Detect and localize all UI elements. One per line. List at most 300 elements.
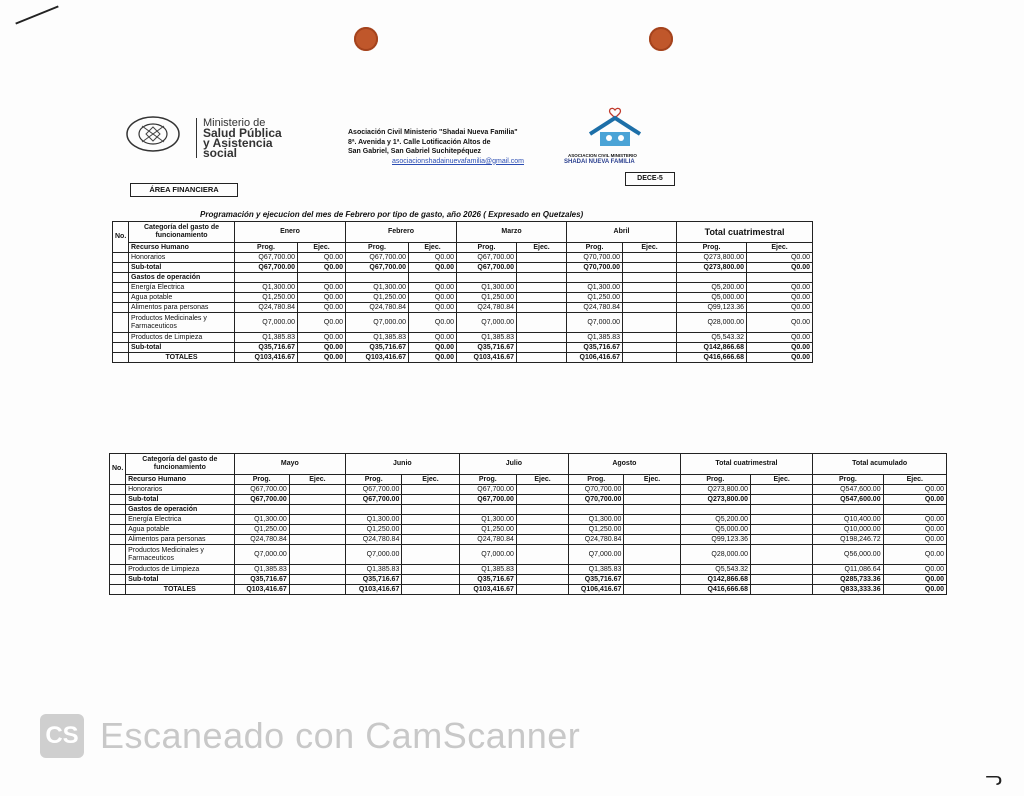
- value-cell: Q0.00: [409, 313, 457, 333]
- row-label: Recurso Humano: [129, 243, 235, 253]
- value-cell: Q10,400.00: [813, 515, 883, 525]
- row-number-cell: [110, 545, 126, 565]
- value-cell: Q67,700.00: [235, 263, 298, 273]
- value-cell: [289, 525, 345, 535]
- value-cell: Q35,716.67: [234, 575, 289, 585]
- value-cell: Q7,000.00: [457, 313, 517, 333]
- table-row: [113, 273, 813, 283]
- value-cell: Q28,000.00: [677, 313, 747, 333]
- value-cell: Q70,700.00: [567, 263, 623, 273]
- value-cell: Q0.00: [298, 303, 346, 313]
- value-cell: Q1,250.00: [235, 293, 298, 303]
- column-header: Prog.: [677, 243, 747, 253]
- value-cell: Q1,385.83: [457, 333, 517, 343]
- table-header-row: [110, 454, 947, 475]
- value-cell: [517, 333, 567, 343]
- value-cell: Q0.00: [747, 333, 813, 343]
- value-cell: Q0.00: [883, 485, 946, 495]
- value-cell: Q67,700.00: [234, 485, 289, 495]
- value-cell: Q273,800.00: [677, 263, 747, 273]
- value-cell: [346, 273, 409, 283]
- value-cell: Q11,086.64: [813, 565, 883, 575]
- value-cell: Q106,416.67: [567, 353, 623, 363]
- value-cell: Q0.00: [409, 343, 457, 353]
- value-cell: Q1,385.83: [346, 565, 402, 575]
- value-cell: [409, 273, 457, 283]
- value-cell: Q0.00: [883, 575, 946, 585]
- ministry-line: Ministerio de: [203, 117, 266, 129]
- column-header: Ejec.: [409, 243, 457, 253]
- value-cell: Q24,780.84: [346, 535, 402, 545]
- table-subheader-row: [110, 475, 947, 485]
- org-line: 8ª. Avenida y 1ª. Calle Lotificación Altos de: [348, 138, 491, 146]
- value-cell: Q24,780.84: [235, 303, 298, 313]
- row-number-cell: [113, 273, 129, 283]
- column-header: Agosto: [569, 454, 681, 475]
- punch-hole-right: [649, 27, 673, 51]
- value-cell: [516, 495, 568, 505]
- row-label: Recurso Humano: [126, 475, 235, 485]
- shadai-logo: [560, 106, 670, 170]
- row-number-cell: [113, 343, 129, 353]
- value-cell: Q103,416.67: [234, 585, 289, 595]
- row-number-cell: [113, 313, 129, 333]
- value-cell: Q1,300.00: [346, 283, 409, 293]
- value-cell: Q0.00: [747, 303, 813, 313]
- org-email-link[interactable]: asociacionshadainuevafamilia@gmail.com: [392, 157, 525, 165]
- table-row: [110, 485, 947, 495]
- expense-table-may-aug: [109, 453, 947, 595]
- value-cell: Q0.00: [883, 495, 946, 505]
- value-cell: Q67,700.00: [457, 253, 517, 263]
- value-cell: Q1,300.00: [457, 283, 517, 293]
- value-cell: [747, 273, 813, 283]
- value-cell: Q56,000.00: [813, 545, 883, 565]
- table-row: [110, 515, 947, 525]
- column-header: Ejec.: [623, 243, 677, 253]
- column-header: Ejec.: [402, 475, 459, 485]
- value-cell: Q67,700.00: [346, 485, 402, 495]
- value-cell: [624, 505, 680, 515]
- value-cell: Q1,250.00: [457, 293, 517, 303]
- value-cell: Q416,666.68: [680, 585, 750, 595]
- value-cell: Q142,866.68: [677, 343, 747, 353]
- row-label: Energía Electrica: [126, 515, 235, 525]
- value-cell: Q0.00: [298, 253, 346, 263]
- row-label: Agua potable: [126, 525, 235, 535]
- punch-hole-left: [354, 27, 378, 51]
- value-cell: Q35,716.67: [235, 343, 298, 353]
- column-header: Prog.: [459, 475, 516, 485]
- value-cell: [402, 515, 459, 525]
- logo-caption: SHADAI NUEVA FAMILIA: [564, 159, 635, 165]
- value-cell: Q1,385.83: [235, 333, 298, 343]
- value-cell: [516, 575, 568, 585]
- value-cell: Q273,800.00: [680, 495, 750, 505]
- table-row: [113, 313, 813, 333]
- value-cell: Q0.00: [298, 283, 346, 293]
- value-cell: Q70,700.00: [569, 495, 624, 505]
- column-header: Prog.: [569, 475, 624, 485]
- value-cell: [298, 273, 346, 283]
- row-label: Honorarios: [129, 253, 235, 263]
- value-cell: [402, 575, 459, 585]
- row-label: Sub-total: [126, 495, 235, 505]
- value-cell: Q0.00: [409, 263, 457, 273]
- value-cell: Q35,716.67: [569, 575, 624, 585]
- row-number-cell: [113, 253, 129, 263]
- value-cell: [402, 505, 459, 515]
- value-cell: Q67,700.00: [346, 263, 409, 273]
- value-cell: Q24,780.84: [346, 303, 409, 313]
- value-cell: Q547,600.00: [813, 495, 883, 505]
- value-cell: [517, 313, 567, 333]
- value-cell: Q273,800.00: [680, 485, 750, 495]
- value-cell: [402, 545, 459, 565]
- value-cell: Q35,716.67: [459, 575, 516, 585]
- row-label: TOTALES: [126, 585, 235, 595]
- value-cell: Q1,300.00: [459, 515, 516, 525]
- table-row: [110, 585, 947, 595]
- column-header: Prog.: [235, 243, 298, 253]
- value-cell: Q67,700.00: [459, 485, 516, 495]
- value-cell: [402, 565, 459, 575]
- column-header: Ejec.: [747, 243, 813, 253]
- column-header: Junio: [346, 454, 460, 475]
- value-cell: Q7,000.00: [567, 313, 623, 333]
- row-label: Alimentos para personas: [126, 535, 235, 545]
- row-number-cell: [110, 565, 126, 575]
- value-cell: [750, 515, 812, 525]
- value-cell: [750, 565, 812, 575]
- value-cell: [567, 273, 623, 283]
- org-line: San Gabriel, San Gabriel Suchitepéquez: [348, 148, 482, 155]
- column-header: Ejec.: [883, 475, 946, 485]
- value-cell: [750, 535, 812, 545]
- value-cell: [623, 303, 677, 313]
- table-row: [110, 505, 947, 515]
- value-cell: Q0.00: [298, 293, 346, 303]
- table-row: [113, 303, 813, 313]
- value-cell: Q5,200.00: [680, 515, 750, 525]
- value-cell: Q103,416.67: [346, 585, 402, 595]
- value-cell: Q547,600.00: [813, 485, 883, 495]
- table-body: [113, 253, 813, 363]
- row-label: Sub-total: [126, 575, 235, 585]
- column-header: Ejec.: [750, 475, 812, 485]
- value-cell: Q35,716.67: [346, 575, 402, 585]
- value-cell: [623, 273, 677, 283]
- value-cell: [750, 545, 812, 565]
- row-label: Sub-total: [129, 263, 235, 273]
- house-hands-icon: [580, 106, 650, 154]
- column-header: No.: [110, 454, 126, 485]
- table-row: [110, 495, 947, 505]
- value-cell: Q0.00: [409, 353, 457, 363]
- value-cell: Q1,300.00: [569, 515, 624, 525]
- value-cell: Q0.00: [883, 525, 946, 535]
- row-label: Energía Electrica: [129, 283, 235, 293]
- value-cell: [402, 495, 459, 505]
- column-header: Total cuatrimestral: [680, 454, 813, 475]
- table-row: [113, 353, 813, 363]
- row-label: Honorarios: [126, 485, 235, 495]
- column-header: Ejec.: [624, 475, 680, 485]
- column-header: Ejec.: [298, 243, 346, 253]
- column-header: Prog.: [813, 475, 883, 485]
- column-header: Prog.: [346, 475, 402, 485]
- value-cell: [623, 333, 677, 343]
- value-cell: [459, 505, 516, 515]
- value-cell: [750, 525, 812, 535]
- column-header: Prog.: [234, 475, 289, 485]
- value-cell: Q416,666.68: [677, 353, 747, 363]
- value-cell: [516, 485, 568, 495]
- value-cell: [516, 515, 568, 525]
- column-header: Mayo: [234, 454, 346, 475]
- value-cell: [516, 565, 568, 575]
- value-cell: Q0.00: [747, 343, 813, 353]
- value-cell: [623, 283, 677, 293]
- value-cell: [624, 545, 680, 565]
- ministry-line: Salud Pública: [203, 126, 282, 140]
- row-label: Productos de Limpieza: [126, 565, 235, 575]
- row-label: Productos de Limpieza: [129, 333, 235, 343]
- value-cell: Q5,543.32: [677, 333, 747, 343]
- value-cell: [517, 343, 567, 353]
- value-cell: [680, 505, 750, 515]
- table-row: [110, 575, 947, 585]
- row-number-cell: [110, 575, 126, 585]
- column-header: Categoría del gasto de funcionamiento: [129, 222, 235, 243]
- value-cell: Q0.00: [298, 313, 346, 333]
- table-row: [113, 253, 813, 263]
- value-cell: Q67,700.00: [235, 253, 298, 263]
- column-header: Prog.: [457, 243, 517, 253]
- value-cell: Q0.00: [409, 293, 457, 303]
- value-cell: Q198,246.72: [813, 535, 883, 545]
- value-cell: Q103,416.67: [459, 585, 516, 595]
- value-cell: Q7,000.00: [569, 545, 624, 565]
- column-header: Abril: [567, 222, 677, 243]
- value-cell: Q28,000.00: [680, 545, 750, 565]
- value-cell: Q103,416.67: [235, 353, 298, 363]
- row-number-cell: [113, 353, 129, 363]
- value-cell: Q5,000.00: [677, 293, 747, 303]
- row-label: TOTALES: [129, 353, 235, 363]
- value-cell: Q0.00: [747, 353, 813, 363]
- value-cell: Q0.00: [409, 333, 457, 343]
- table-row: [110, 565, 947, 575]
- value-cell: Q24,780.84: [567, 303, 623, 313]
- value-cell: [624, 575, 680, 585]
- ministry-logo: [122, 112, 302, 158]
- column-header: No.: [113, 222, 129, 253]
- value-cell: Q5,200.00: [677, 283, 747, 293]
- value-cell: Q10,000.00: [813, 525, 883, 535]
- value-cell: Q1,250.00: [346, 293, 409, 303]
- value-cell: Q67,700.00: [457, 263, 517, 273]
- ministry-name: [196, 118, 282, 158]
- row-label: Gastos de operación: [126, 505, 235, 515]
- value-cell: [289, 505, 345, 515]
- value-cell: Q1,250.00: [346, 525, 402, 535]
- value-cell: [750, 585, 812, 595]
- column-header: Enero: [235, 222, 346, 243]
- value-cell: Q1,250.00: [567, 293, 623, 303]
- value-cell: Q1,300.00: [567, 283, 623, 293]
- row-number-cell: [113, 303, 129, 313]
- org-line: Asociación Civil Ministerio "Shadai Nueva Familia": [348, 129, 518, 136]
- value-cell: Q7,000.00: [346, 313, 409, 333]
- column-header: Ejec.: [289, 475, 345, 485]
- value-cell: [750, 505, 812, 515]
- value-cell: Q1,300.00: [346, 515, 402, 525]
- value-cell: Q67,700.00: [234, 495, 289, 505]
- value-cell: [624, 515, 680, 525]
- value-cell: Q1,385.83: [234, 565, 289, 575]
- row-number-cell: [110, 535, 126, 545]
- column-header: Prog.: [567, 243, 623, 253]
- table-row: [110, 525, 947, 535]
- column-header: Febrero: [346, 222, 457, 243]
- value-cell: Q7,000.00: [459, 545, 516, 565]
- value-cell: [289, 585, 345, 595]
- value-cell: [289, 575, 345, 585]
- value-cell: [624, 485, 680, 495]
- value-cell: [457, 273, 517, 283]
- value-cell: [289, 515, 345, 525]
- column-header: Julio: [459, 454, 569, 475]
- guatemala-seal-icon: [122, 112, 184, 156]
- row-label: Productos Medicinales y Farmaceuticos: [129, 313, 235, 333]
- value-cell: [624, 585, 680, 595]
- value-cell: Q24,780.84: [457, 303, 517, 313]
- report-title: Programación y ejecucion del mes de Febrero por tipo de gasto, año 2026 ( Expresado en Quetzales): [200, 210, 584, 219]
- value-cell: Q7,000.00: [234, 545, 289, 565]
- value-cell: Q24,780.84: [569, 535, 624, 545]
- value-cell: Q70,700.00: [569, 485, 624, 495]
- value-cell: [750, 575, 812, 585]
- value-cell: Q0.00: [747, 253, 813, 263]
- value-cell: [750, 495, 812, 505]
- value-cell: [402, 535, 459, 545]
- table-body: [110, 485, 947, 595]
- value-cell: [624, 525, 680, 535]
- value-cell: [516, 545, 568, 565]
- value-cell: [516, 525, 568, 535]
- table-subheader-row: [113, 243, 813, 253]
- row-number-cell: [113, 283, 129, 293]
- value-cell: Q24,780.84: [234, 535, 289, 545]
- table-header-row: [113, 222, 813, 243]
- row-number-cell: [110, 515, 126, 525]
- row-label: Agua potable: [129, 293, 235, 303]
- value-cell: [289, 565, 345, 575]
- value-cell: [517, 283, 567, 293]
- organization-info: [348, 128, 524, 166]
- value-cell: [289, 485, 345, 495]
- row-number-cell: [110, 525, 126, 535]
- value-cell: Q1,385.83: [459, 565, 516, 575]
- table-row: [113, 333, 813, 343]
- value-cell: [517, 273, 567, 283]
- value-cell: Q1,300.00: [234, 515, 289, 525]
- value-cell: Q0.00: [747, 283, 813, 293]
- row-number-cell: [110, 585, 126, 595]
- value-cell: Q0.00: [409, 283, 457, 293]
- value-cell: [517, 293, 567, 303]
- handwritten-mark: ᓓ: [985, 768, 1003, 790]
- ministry-line: social: [203, 146, 238, 160]
- value-cell: [623, 253, 677, 263]
- value-cell: [624, 495, 680, 505]
- row-number-cell: [110, 495, 126, 505]
- value-cell: Q0.00: [409, 253, 457, 263]
- value-cell: [516, 585, 568, 595]
- value-cell: [516, 505, 568, 515]
- value-cell: Q0.00: [747, 313, 813, 333]
- expense-table-jan-apr: [112, 221, 813, 363]
- value-cell: [402, 485, 459, 495]
- value-cell: Q103,416.67: [346, 353, 409, 363]
- value-cell: [517, 263, 567, 273]
- row-label: Gastos de operación: [129, 273, 235, 283]
- value-cell: [289, 535, 345, 545]
- value-cell: [623, 313, 677, 333]
- value-cell: [677, 273, 747, 283]
- value-cell: [346, 505, 402, 515]
- logo-caption: ASOCIACION CIVIL MINISTERIO: [568, 153, 637, 158]
- value-cell: [235, 273, 298, 283]
- row-label: Sub-total: [129, 343, 235, 353]
- value-cell: [623, 353, 677, 363]
- pen-mark: [15, 5, 58, 24]
- value-cell: Q5,000.00: [680, 525, 750, 535]
- value-cell: Q70,700.00: [567, 253, 623, 263]
- value-cell: Q1,250.00: [459, 525, 516, 535]
- value-cell: Q0.00: [883, 515, 946, 525]
- value-cell: [402, 585, 459, 595]
- value-cell: Q273,800.00: [677, 253, 747, 263]
- value-cell: Q7,000.00: [346, 545, 402, 565]
- table-row: [113, 343, 813, 353]
- value-cell: Q833,333.36: [813, 585, 883, 595]
- watermark-text: Escaneado con CamScanner: [100, 715, 581, 756]
- camscanner-logo-icon: CS: [40, 714, 84, 758]
- value-cell: [517, 353, 567, 363]
- value-cell: [813, 505, 883, 515]
- value-cell: [517, 303, 567, 313]
- value-cell: Q35,716.67: [567, 343, 623, 353]
- value-cell: [517, 253, 567, 263]
- value-cell: Q1,385.83: [346, 333, 409, 343]
- value-cell: Q0.00: [883, 545, 946, 565]
- value-cell: [623, 263, 677, 273]
- value-cell: [624, 565, 680, 575]
- value-cell: Q67,700.00: [346, 253, 409, 263]
- value-cell: [289, 495, 345, 505]
- value-cell: Q0.00: [747, 293, 813, 303]
- value-cell: Q1,385.83: [567, 333, 623, 343]
- value-cell: Q0.00: [409, 303, 457, 313]
- column-header: Ejec.: [516, 475, 568, 485]
- value-cell: Q67,700.00: [459, 495, 516, 505]
- value-cell: [750, 485, 812, 495]
- value-cell: Q285,733.36: [813, 575, 883, 585]
- value-cell: Q35,716.67: [457, 343, 517, 353]
- value-cell: [623, 343, 677, 353]
